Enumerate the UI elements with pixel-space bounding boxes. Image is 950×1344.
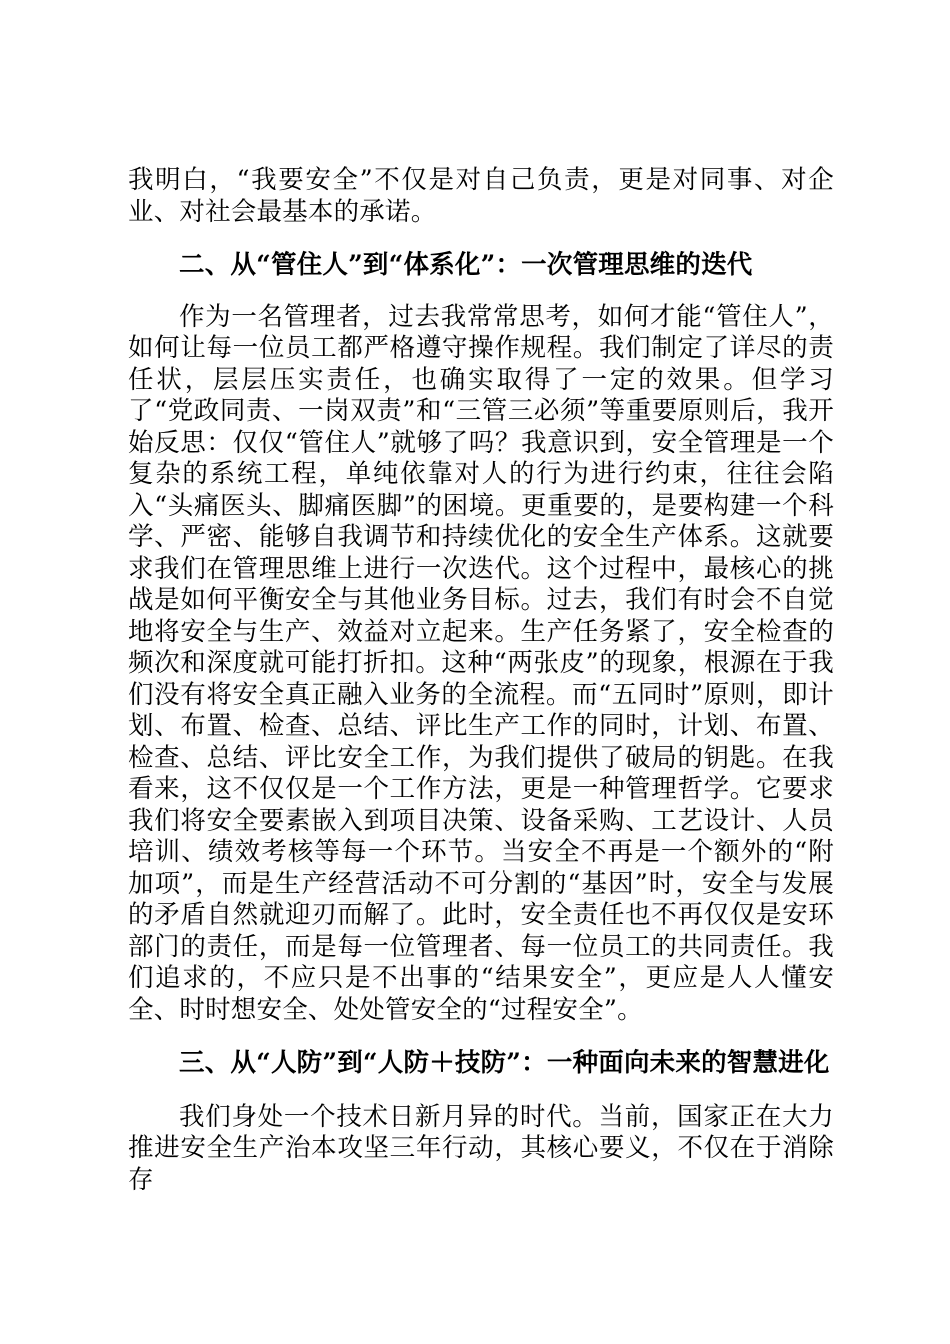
section-heading-3: 三、从“人防”到“人防＋技防”：一种面向未来的智慧进化 xyxy=(179,1048,830,1078)
paragraph-section-3: 我们身处一个技术日新月异的时代。当前，国家正在大力推进安全生产治本攻坚三年行动，其核心要义，不仅在于消除存 xyxy=(128,1101,834,1195)
paragraph-continuation: 我明白，“我要安全”不仅是对自己负责，更是对同事、对企业、对社会最基本的承诺。 xyxy=(128,165,834,227)
spacer xyxy=(128,282,834,302)
spacer xyxy=(128,1080,834,1102)
spacer xyxy=(128,1026,834,1048)
paragraph-section-2: 作为一名管理者，过去我常常思考，如何才能“管住人”，如何让每一位员工都严格遵守操作规程。我们制定了详尽的责任状，层层压实责任，也确实取得了一定的效果。但学习了“党政同责、一岗双责”和“三管三必须”等重要原则后，我开始反思：仅仅“管住人”就够了吗？我意识到，安全管理是一个复杂的系统工程，单纯依靠对人的行为进行约束，往往会陷入“头痛医头、脚痛医脚”的困境。更重要的，是要构建一个科学、严密、能够自我调节和持续优化的安全生产体系。这就要求我们在管理思维上进行一次迭代。这个过程中，最核心的挑战是如何平衡安全与其他业务目标。过去，我们有时会不自觉地将安全与生产、效益对立起来。生产任务紧了，安全检查的频次和深度就可能打折扣。这种“两张皮”的现象，根源在于我们没有将安全真正融入业务的全流程。而“五同时”原则，即计划、布置、检查、总结、评比生产工作的同时，计划、布置、检查、总结、评比安全工作，为我们提供了破局的钥匙。在我看来，这不仅仅是一个工作方法，更是一种管理哲学。它要求我们将安全要素嵌入到项目决策、设备采购、工艺设计、人员培训、绩效考核等每一个环节。当安全不再是一个额外的“附加项”，而是生产经营活动不可分割的“基因”时，安全与发展的矛盾自然就迎刃而解了。此时，安全责任也不再仅仅是安环部门的责任，而是每一位管理者、每一位员工的共同责任。我们追求的，不应只是不出事的“结果安全”，更应是人人懂安全、时时想安全、处处管安全的“过程安全”。 xyxy=(128,301,834,1025)
section-heading-2: 二、从“管住人”到“体系化”：一次管理思维的迭代 xyxy=(179,250,753,280)
spacer xyxy=(128,228,834,250)
document-page xyxy=(128,165,834,1196)
